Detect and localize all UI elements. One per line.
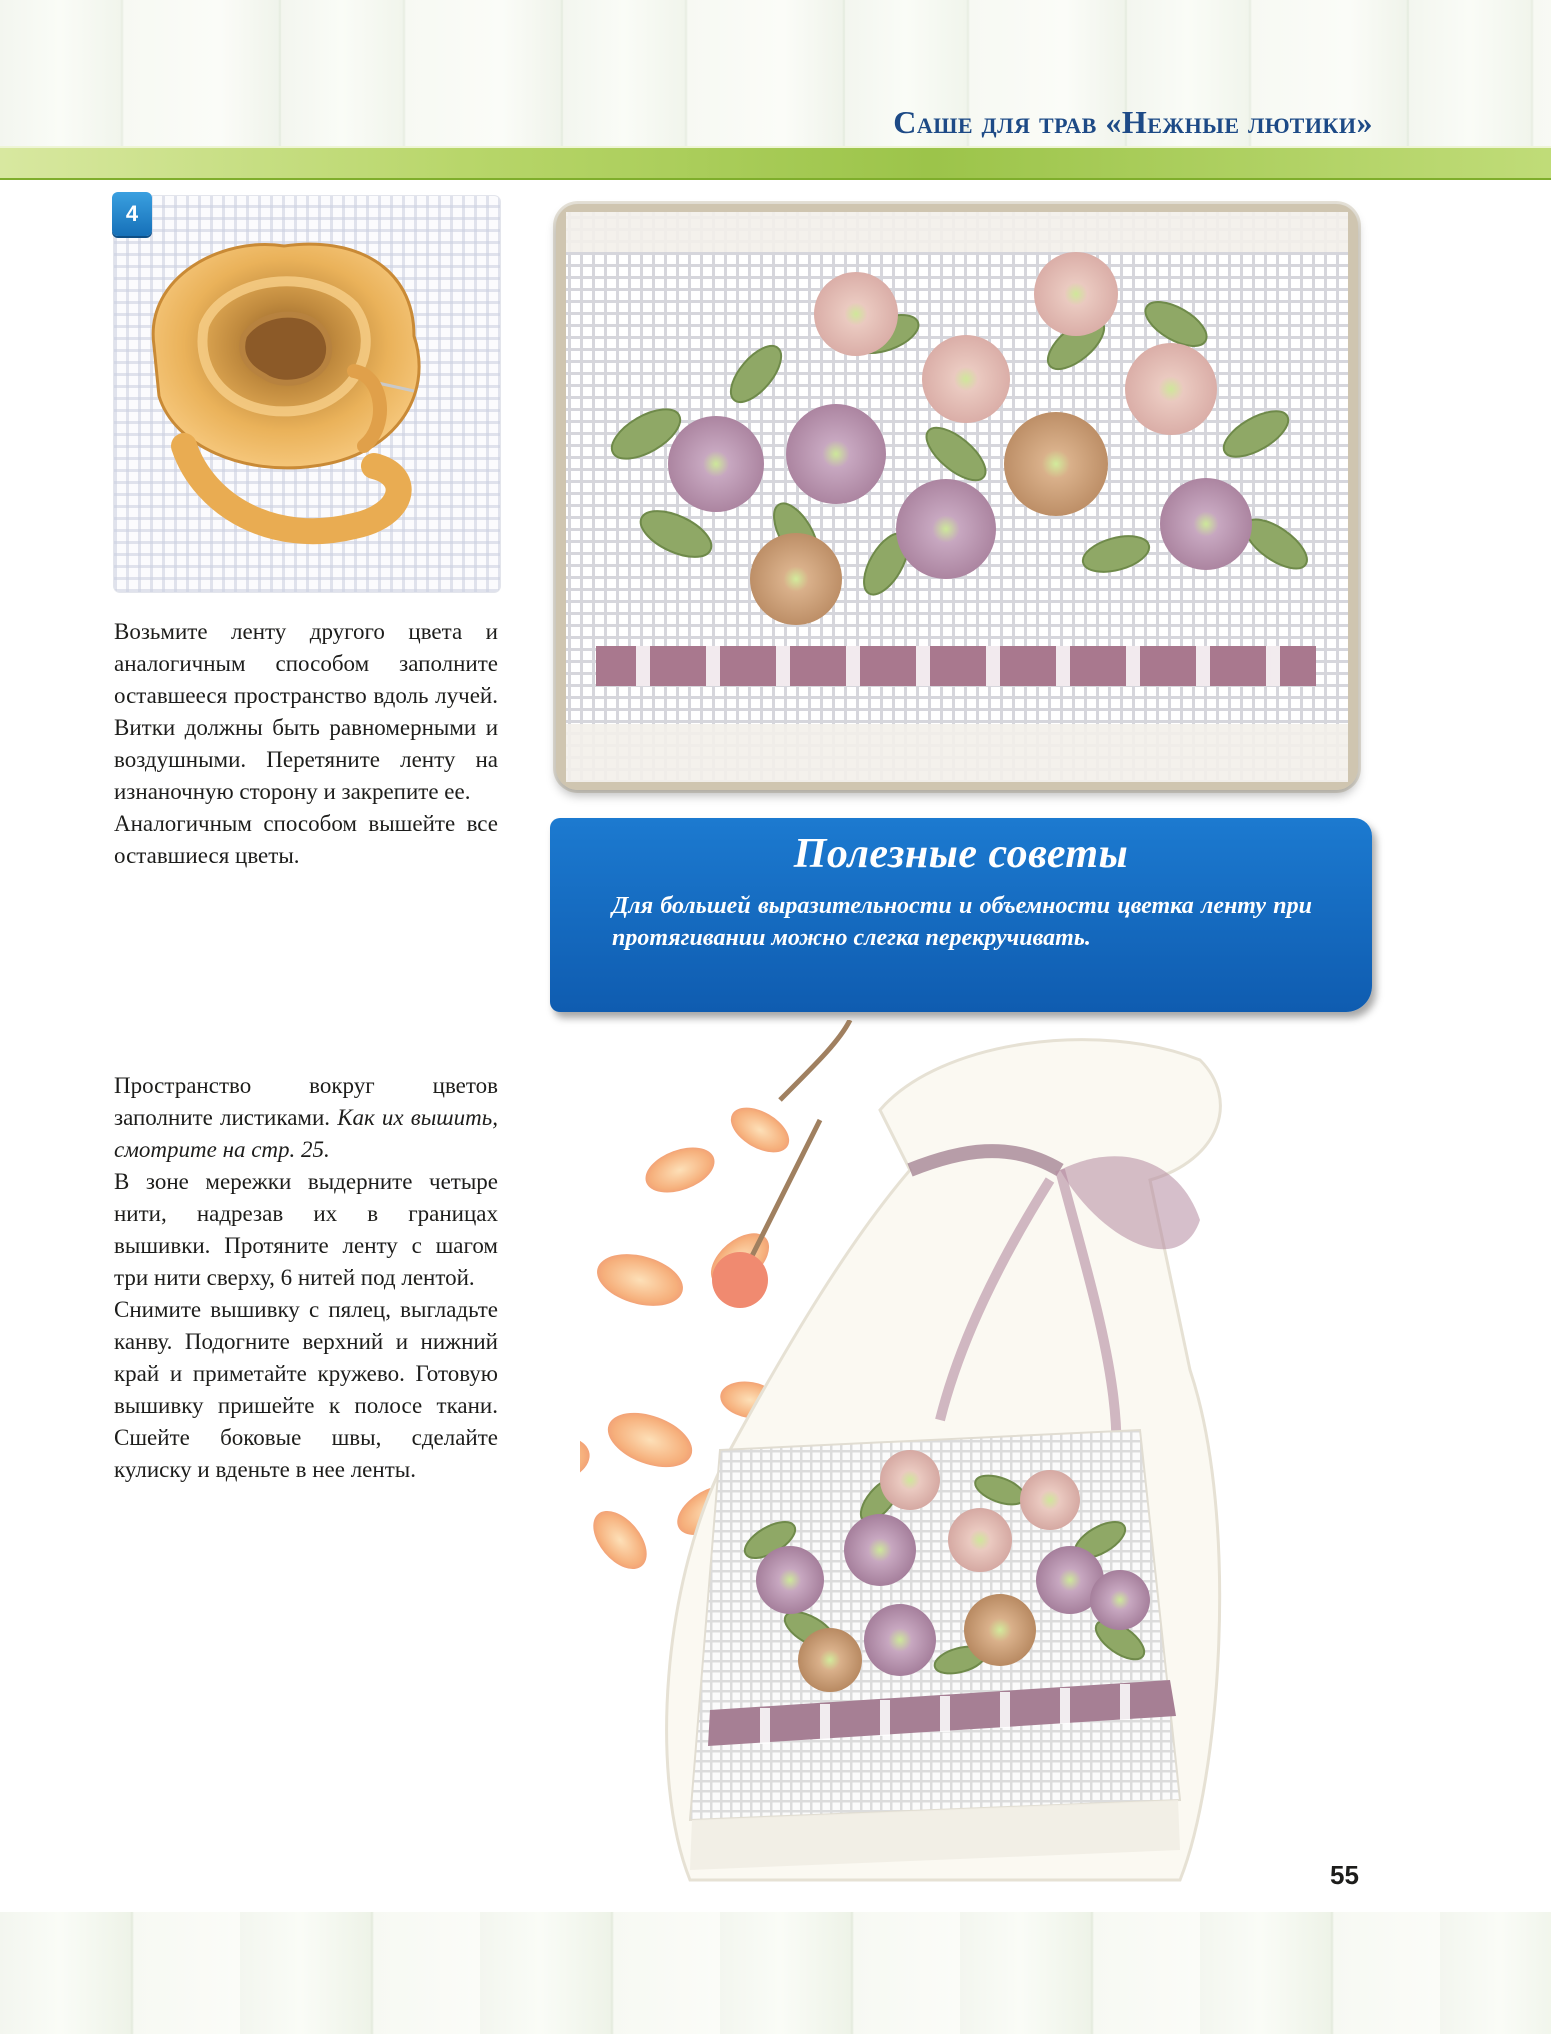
embroidery-canvas-illustration xyxy=(556,204,1358,790)
step-number-badge: 4 xyxy=(112,192,152,236)
instruction-text-block-1 xyxy=(114,616,498,872)
step-4-photo xyxy=(114,196,500,592)
instruction-paragraph: Аналогичным способом вышейте все оставшиеся цветы. xyxy=(114,811,498,868)
useful-tips-box xyxy=(550,818,1372,1012)
instruction-text-block-2 xyxy=(114,1070,498,1486)
instruction-paragraph xyxy=(114,1070,498,1166)
instruction-lead: Пространство вокруг цветов заполните листиками. xyxy=(114,1073,498,1130)
useful-tips-text: Для большей выразительности и объемности цветка ленту при протягивании можно слегка перекручивать. xyxy=(612,893,1312,951)
page-header-title: Саше для трав «Нежные лютики» xyxy=(893,104,1373,140)
bottom-wood-band xyxy=(0,1912,1551,2034)
page-number: 55 xyxy=(1330,1860,1359,1890)
useful-tips-title: Полезные советы xyxy=(793,831,1129,877)
sachet-photo xyxy=(580,1020,1450,1910)
page-reference: Как их вышить, смотрите на стр. 25. xyxy=(114,1105,498,1162)
embroidery-detail-photo xyxy=(556,204,1358,790)
instruction-paragraph: Возьмите ленту другого цвета и аналогичным способом заполните оставшееся пространство вдоль лучей. Витки должны быть равномерными и воздушными. Перетяните ленту на изнаночную сторону и закрепите ее. xyxy=(114,619,498,804)
header-stripe xyxy=(0,146,1551,180)
herb-sachet-illustration xyxy=(580,1020,1450,1910)
instruction-paragraph: Снимите вышивку с пялец, выгладьте канву. Подогните верхний и нижний край и приметайте кружево. Готовую вышивку пришейте к полосе ткани. Сшейте боковые швы, сделайте кулиску и вденьте в нее ленты. xyxy=(114,1297,498,1482)
instruction-paragraph: В зоне мережки выдерните четыре нити, надрезав их в границах вышивки. Протяните ленту с шагом три нити сверху, 6 нитей под лентой. xyxy=(114,1169,498,1290)
ribbon-rose-illustration xyxy=(114,196,500,592)
